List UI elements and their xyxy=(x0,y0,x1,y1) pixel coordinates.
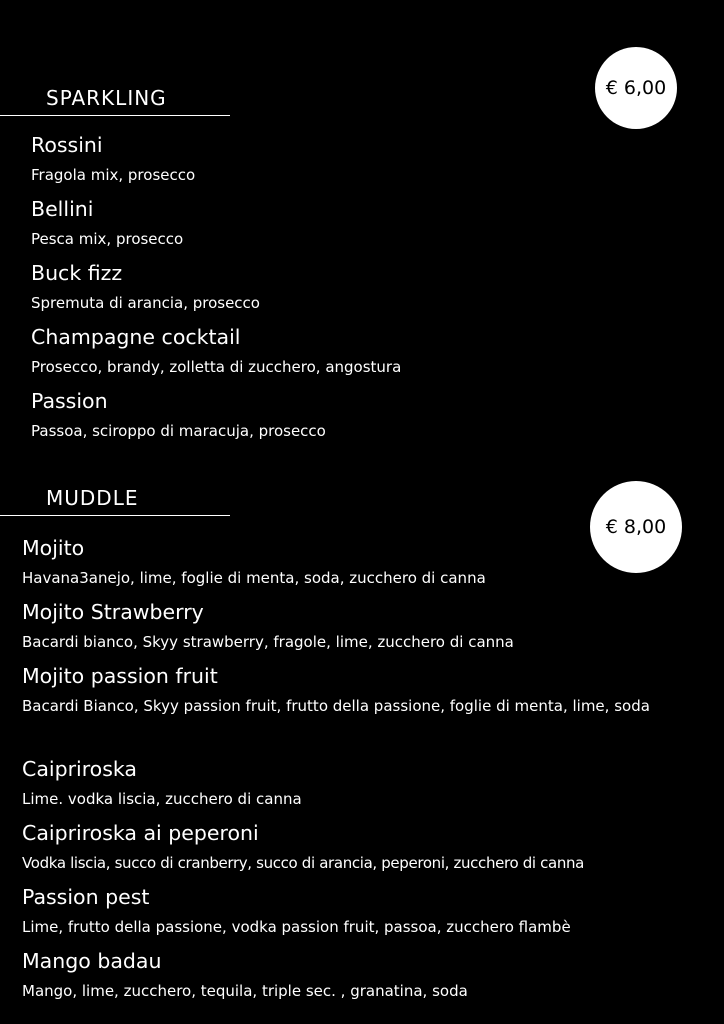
item-description: Pesca mix, prosecco xyxy=(31,230,184,248)
menu-item-mango-badau xyxy=(22,947,468,1002)
item-description: Vodka liscia, succo di cranberry, succo di arancia, peperoni, zucchero di canna xyxy=(22,854,585,872)
item-name: Caipriroska xyxy=(22,757,137,781)
item-name: Mango badau xyxy=(22,949,162,973)
section-title-muddle: MUDDLE xyxy=(46,486,139,510)
item-description: Passoa, sciroppo di maracuja, prosecco xyxy=(31,422,326,440)
item-name: Buck fizz xyxy=(31,261,123,285)
item-name: Mojito Strawberry xyxy=(22,600,204,624)
item-description: Lime. vodka liscia, zucchero di canna xyxy=(22,790,302,808)
menu-item-passion xyxy=(31,387,326,442)
price-badge-sparkling: € 6,00 xyxy=(595,47,677,129)
item-name: Passion pest xyxy=(22,885,150,909)
item-description: Prosecco, brandy, zolletta di zucchero, angostura xyxy=(31,358,402,376)
item-name: Rossini xyxy=(31,133,103,157)
item-description: Fragola mix, prosecco xyxy=(31,166,196,184)
item-description: Spremuta di arancia, prosecco xyxy=(31,294,260,312)
price-badge-muddle: € 8,00 xyxy=(590,481,682,573)
section-title-sparkling: SPARKLING xyxy=(46,86,167,110)
item-name: Mojito passion fruit xyxy=(22,664,218,688)
menu-item-mojito-passion-fruit xyxy=(22,662,682,720)
menu-item-mojito-strawberry xyxy=(22,598,514,653)
menu-item-buck-fizz xyxy=(31,259,260,314)
menu-item-mojito xyxy=(22,534,486,589)
menu-item-caipriroska xyxy=(22,755,302,810)
menu-item-bellini xyxy=(31,195,183,250)
menu-item-champagne-cocktail xyxy=(31,323,401,378)
menu-item-passion-pest xyxy=(22,883,571,938)
section-divider-sparkling xyxy=(0,115,230,116)
section-divider-muddle xyxy=(0,515,230,516)
item-description: Bacardi Bianco, Skyy passion fruit, frutto della passione, foglie di menta, lime, soda xyxy=(22,697,650,715)
menu-item-caipriroska-ai-peperoni xyxy=(22,819,722,874)
item-description: Mango, lime, zucchero, tequila, triple sec. , granatina, soda xyxy=(22,982,468,1000)
menu-item-rossini xyxy=(31,131,195,186)
item-name: Caipriroska ai peperoni xyxy=(22,821,259,845)
item-name: Champagne cocktail xyxy=(31,325,241,349)
item-name: Passion xyxy=(31,389,108,413)
item-description: Bacardi bianco, Skyy strawberry, fragole, lime, zucchero di canna xyxy=(22,633,514,651)
item-name: Bellini xyxy=(31,197,94,221)
item-description: Lime, frutto della passione, vodka passion fruit, passoa, zucchero flambè xyxy=(22,918,571,936)
item-description: Havana3anejo, lime, foglie di menta, soda, zucchero di canna xyxy=(22,569,486,587)
item-name: Mojito xyxy=(22,536,85,560)
